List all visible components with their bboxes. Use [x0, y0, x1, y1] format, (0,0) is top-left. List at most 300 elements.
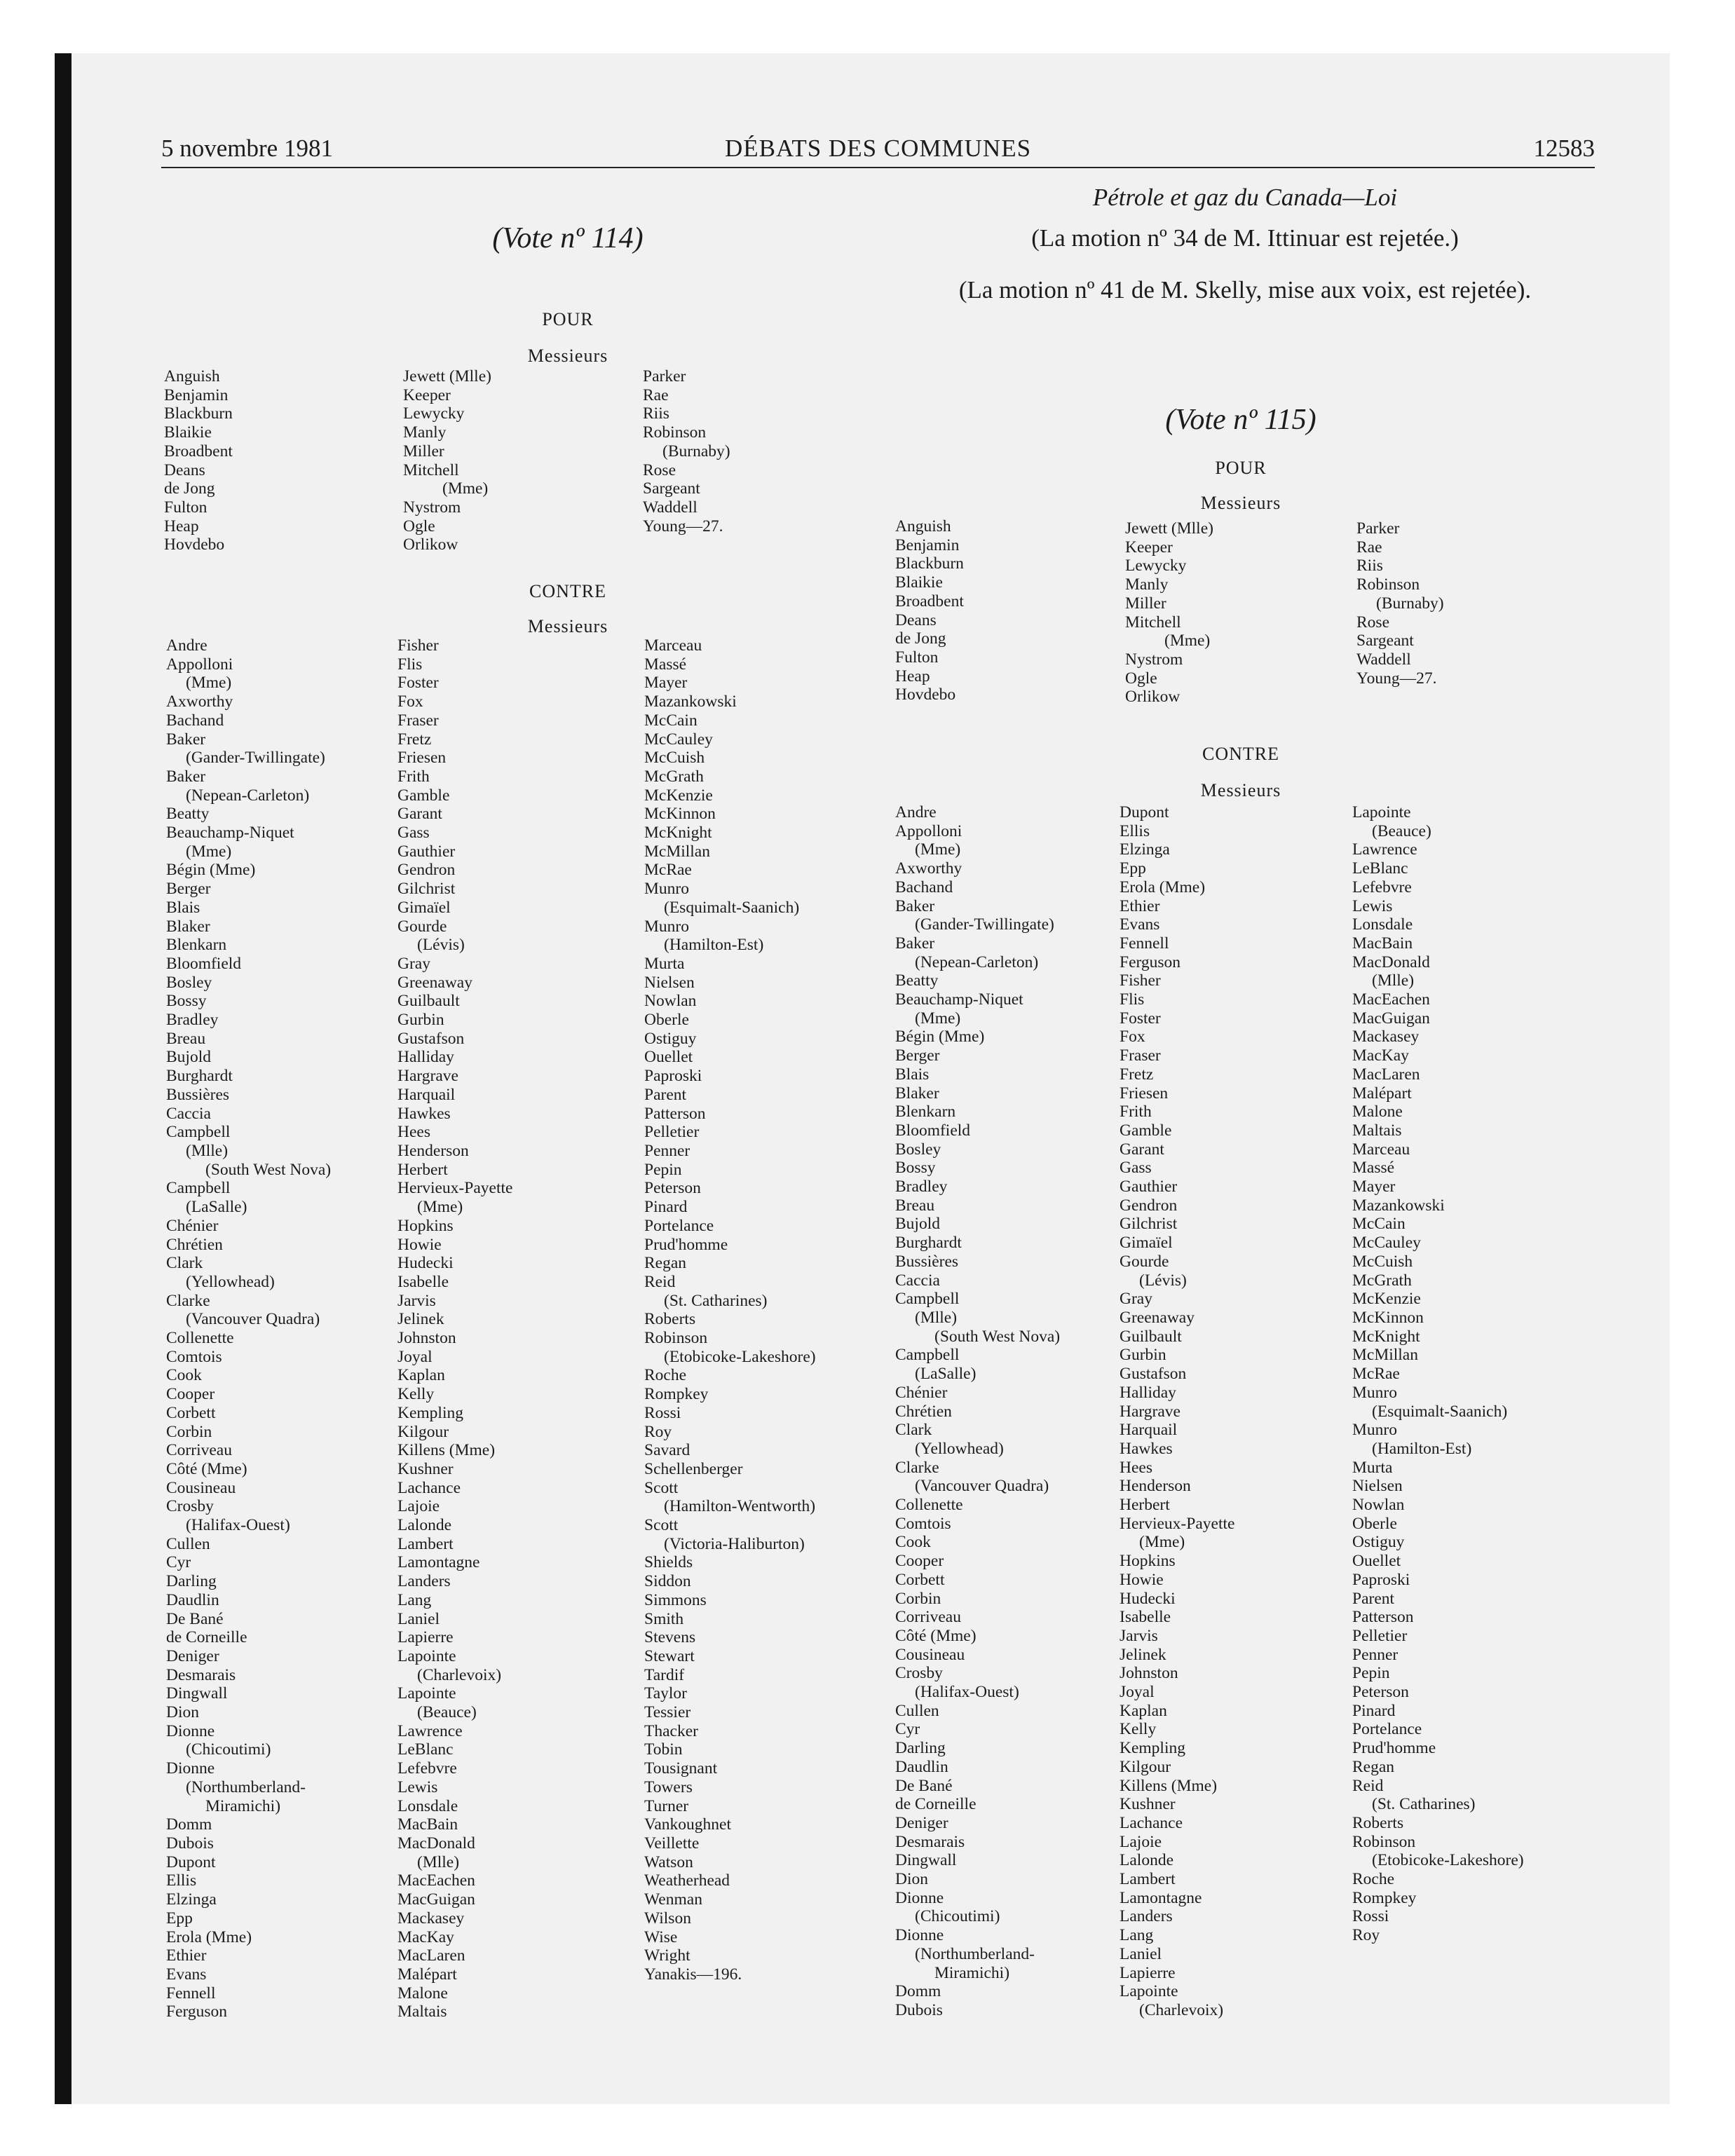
- member-name: Lapointe: [1352, 803, 1411, 821]
- member-name: Joyal: [397, 1347, 433, 1366]
- member-name: Foster: [1120, 1009, 1161, 1028]
- member-name: Dionne: [166, 1759, 215, 1778]
- member-name: McCain: [644, 711, 698, 730]
- member-name: Clark: [895, 1421, 932, 1440]
- member-name: Miramichi): [934, 1963, 1010, 1982]
- member-name: Stewart: [644, 1646, 695, 1665]
- member-name: Gauthier: [1120, 1178, 1178, 1196]
- header-date: 5 novembre 1981: [161, 135, 333, 162]
- member-name: Hargrave: [397, 1067, 458, 1086]
- member-name: Yanakis—196.: [644, 1965, 742, 1984]
- member-name: Savard: [644, 1441, 690, 1460]
- member-name: Frith: [1120, 1103, 1152, 1121]
- member-name: McCauley: [1352, 1234, 1421, 1253]
- vote-114-pour-label: POUR: [542, 309, 594, 329]
- member-name: (South West Nova): [205, 1160, 332, 1179]
- member-name: Roche: [644, 1366, 687, 1385]
- member-name: Mayer: [644, 674, 688, 692]
- member-name: Elzinga: [166, 1890, 217, 1909]
- member-name: Hawkes: [1120, 1439, 1173, 1458]
- member-name: Deans: [164, 460, 205, 479]
- member-name: Regan: [644, 1254, 687, 1273]
- member-name: Gamble: [397, 786, 450, 805]
- member-name: Berger: [166, 880, 211, 899]
- member-name: Mackasey: [1352, 1028, 1420, 1046]
- member-name: McRae: [1352, 1365, 1400, 1384]
- member-name: Daudlin: [166, 1590, 219, 1609]
- member-name: Munro: [1352, 1383, 1397, 1402]
- member-name: Clark: [166, 1254, 203, 1273]
- member-name: Baker: [166, 730, 206, 749]
- member-name: MacBain: [397, 1815, 458, 1834]
- member-name: Nowlan: [644, 992, 697, 1011]
- member-name: Corriveau: [166, 1441, 232, 1460]
- member-name: Manly: [1125, 575, 1169, 594]
- member-name: (Hamilton-Wentworth): [664, 1497, 816, 1516]
- member-name: Young—27.: [1356, 669, 1437, 688]
- member-name: Collenette: [895, 1496, 963, 1515]
- page-header: [161, 130, 1595, 168]
- vote-114-pour-column-3: [643, 367, 730, 535]
- member-name: McGrath: [644, 767, 704, 786]
- member-name: Cooper: [166, 1385, 215, 1404]
- member-name: Munro: [644, 917, 689, 936]
- member-name: Pepin: [1352, 1664, 1390, 1683]
- member-name: (LaSalle): [186, 1198, 247, 1217]
- member-name: Rae: [643, 386, 669, 404]
- member-name: Cyr: [166, 1553, 191, 1572]
- member-name: Mayer: [1352, 1178, 1396, 1196]
- member-name: McRae: [644, 861, 692, 880]
- member-name: Epp: [166, 1909, 193, 1928]
- member-name: Siddon: [644, 1572, 691, 1591]
- member-name: Bradley: [166, 1011, 219, 1030]
- member-name: Kelly: [1120, 1720, 1157, 1739]
- member-name: Bloomfield: [895, 1121, 971, 1140]
- member-name: (Mme): [186, 842, 232, 861]
- vote-114-contre-label: CONTRE: [529, 581, 606, 601]
- member-name: (Mme): [442, 479, 489, 498]
- member-name: (Yellowhead): [186, 1272, 275, 1291]
- member-name: LeBlanc: [1352, 859, 1408, 878]
- member-name: Blaker: [166, 917, 210, 936]
- member-name: Scott: [644, 1478, 679, 1497]
- vote-114-pour-column-1: [164, 367, 233, 554]
- member-name: Anguish: [164, 367, 220, 386]
- member-name: Lefebvre: [397, 1759, 457, 1778]
- member-name: Gourde: [1120, 1252, 1169, 1271]
- member-name: Lapointe: [397, 1646, 456, 1665]
- member-name: Campbell: [166, 1179, 231, 1198]
- member-name: Blaker: [895, 1084, 939, 1103]
- member-name: Watson: [644, 1853, 693, 1871]
- member-name: Laniel: [397, 1609, 440, 1628]
- member-name: (Esquimalt-Saanich): [1372, 1402, 1508, 1421]
- member-name: Elzinga: [1120, 840, 1170, 859]
- member-name: Waddell: [1356, 650, 1411, 669]
- member-name: Chénier: [166, 1216, 219, 1235]
- member-name: Greenaway: [1120, 1308, 1195, 1327]
- vote-115-pour-column-2: [1125, 519, 1213, 707]
- member-name: Corbett: [895, 1570, 945, 1589]
- member-name: McKenzie: [644, 786, 713, 805]
- member-name: (Lévis): [417, 936, 465, 955]
- vote-114-pour-messieurs: Messieurs: [527, 346, 608, 366]
- member-name: Corbett: [166, 1403, 216, 1422]
- member-name: Fulton: [895, 648, 939, 667]
- vote-115-pour-messieurs: Messieurs: [1200, 493, 1281, 513]
- member-name: Dingwall: [895, 1851, 957, 1870]
- member-name: Regan: [1352, 1757, 1395, 1776]
- member-name: (Beauce): [417, 1703, 477, 1722]
- member-name: Ostiguy: [644, 1029, 697, 1048]
- member-name: MacLaren: [397, 1946, 465, 1965]
- member-name: Gray: [397, 954, 430, 973]
- member-name: (Burnaby): [1376, 594, 1444, 613]
- member-name: Hovdebo: [895, 685, 956, 704]
- member-name: McMillan: [1352, 1346, 1418, 1365]
- member-name: Smith: [644, 1609, 684, 1628]
- member-name: Lamontagne: [1120, 1888, 1202, 1907]
- member-name: Gass: [1120, 1159, 1152, 1178]
- member-name: Robinson: [644, 1329, 708, 1348]
- member-name: Harquail: [397, 1085, 456, 1104]
- member-name: Epp: [1120, 859, 1146, 878]
- member-name: Fennell: [166, 1984, 216, 2003]
- member-name: Pinard: [1352, 1701, 1396, 1720]
- member-name: Kushner: [1120, 1795, 1176, 1814]
- member-name: (Chicoutimi): [915, 1907, 1000, 1926]
- member-name: Gilchrist: [397, 880, 456, 899]
- member-name: Bujold: [166, 1048, 211, 1067]
- member-name: Baker: [895, 896, 935, 915]
- member-name: Domm: [895, 1982, 941, 2001]
- member-name: Deniger: [895, 1813, 948, 1832]
- member-name: Collenette: [166, 1329, 234, 1348]
- member-name: (Mlle): [417, 1853, 460, 1871]
- vote-115-contre-messieurs: Messieurs: [1200, 780, 1281, 800]
- member-name: Garant: [1120, 1140, 1164, 1159]
- member-name: Deans: [895, 610, 937, 629]
- member-name: Ellis: [1120, 821, 1150, 840]
- member-name: (Vancouver Quadra): [186, 1310, 320, 1329]
- member-name: Taylor: [644, 1684, 687, 1703]
- member-name: Desmarais: [166, 1665, 236, 1684]
- member-name: de Corneille: [895, 1795, 977, 1814]
- member-name: Peterson: [1352, 1683, 1409, 1702]
- member-name: Blaikie: [164, 423, 212, 442]
- member-name: Kaplan: [397, 1366, 445, 1385]
- vote-114-contre-column-3: [644, 636, 816, 1984]
- member-name: Gustafson: [397, 1029, 465, 1048]
- member-name: Scott: [644, 1516, 679, 1535]
- member-name: Maltais: [397, 2003, 447, 2021]
- member-name: MacDonald: [397, 1834, 475, 1853]
- member-name: Rose: [1356, 613, 1389, 632]
- member-name: Johnston: [1120, 1664, 1178, 1683]
- motion-34-result: (La motion nº 34 de M. Ittinuar est rejetée.): [1031, 224, 1459, 252]
- member-name: Murta: [1352, 1458, 1393, 1477]
- member-name: Broadbent: [164, 442, 233, 460]
- member-name: Rae: [1356, 538, 1382, 557]
- member-name: Evans: [166, 1965, 207, 1984]
- member-name: Gimaïel: [1120, 1234, 1173, 1253]
- member-name: Tousignant: [644, 1759, 718, 1778]
- member-name: (Yellowhead): [915, 1439, 1004, 1458]
- member-name: Parker: [643, 367, 686, 386]
- member-name: Evans: [1120, 915, 1160, 934]
- member-name: Roy: [1352, 1926, 1380, 1945]
- member-name: (Nepean-Carleton): [915, 953, 1039, 971]
- member-name: Ferguson: [166, 2003, 228, 2021]
- member-name: Sargeant: [643, 479, 700, 498]
- member-name: Berger: [895, 1046, 940, 1065]
- member-name: Hudecki: [397, 1254, 454, 1273]
- member-name: Fretz: [1120, 1065, 1154, 1084]
- member-name: Lapointe: [397, 1684, 456, 1703]
- member-name: McKinnon: [1352, 1308, 1424, 1327]
- member-name: (Gander-Twillingate): [915, 915, 1054, 934]
- member-name: Beatty: [166, 805, 210, 824]
- member-name: Penner: [644, 1141, 690, 1160]
- member-name: Halliday: [1120, 1383, 1176, 1402]
- member-name: Côté (Mme): [895, 1626, 977, 1645]
- member-name: Young—27.: [643, 517, 723, 535]
- member-name: Fisher: [397, 636, 439, 655]
- member-name: Blenkarn: [166, 936, 227, 955]
- member-name: Ouellet: [644, 1048, 693, 1067]
- member-name: Bachand: [166, 711, 224, 730]
- member-name: Axworthy: [895, 859, 962, 878]
- member-name: Beauchamp-Niquet: [166, 824, 294, 842]
- member-name: Schellenberger: [644, 1459, 743, 1478]
- member-name: Nystrom: [1125, 650, 1183, 669]
- member-name: Stevens: [644, 1628, 696, 1647]
- member-name: MacDonald: [1352, 953, 1430, 971]
- member-name: Kelly: [397, 1385, 435, 1404]
- member-name: Lawrence: [1352, 840, 1417, 859]
- member-name: Beatty: [895, 971, 939, 990]
- member-name: MacKay: [1352, 1046, 1409, 1065]
- member-name: Turner: [644, 1796, 689, 1815]
- member-name: Mazankowski: [1352, 1196, 1445, 1215]
- member-name: Lang: [1120, 1926, 1154, 1945]
- member-name: Harquail: [1120, 1421, 1178, 1440]
- member-name: Heap: [895, 667, 930, 685]
- vote-115-contre-column-1: [895, 803, 1060, 2020]
- member-name: Marceau: [1352, 1140, 1410, 1159]
- member-name: Appolloni: [895, 821, 962, 840]
- member-name: Benjamin: [895, 535, 960, 554]
- member-name: De Bané: [166, 1609, 224, 1628]
- member-name: Bégin (Mme): [895, 1028, 985, 1046]
- member-name: Campbell: [895, 1290, 960, 1309]
- motion-41-result: (La motion nº 41 de M. Skelly, mise aux voix, est rejetée).: [958, 276, 1532, 303]
- member-name: Cullen: [166, 1534, 210, 1553]
- member-name: Lalonde: [1120, 1851, 1173, 1870]
- member-name: (Charlevoix): [1139, 2001, 1224, 2019]
- member-name: Massé: [644, 655, 687, 674]
- member-name: Friesen: [397, 749, 447, 767]
- member-name: Lambert: [397, 1534, 454, 1553]
- member-name: Wilson: [644, 1909, 691, 1928]
- member-name: Caccia: [166, 1104, 211, 1123]
- member-name: MacEachen: [397, 1871, 475, 1890]
- member-name: Isabelle: [397, 1272, 449, 1291]
- member-name: Gurbin: [1120, 1346, 1166, 1365]
- member-name: (Hamilton-Est): [1372, 1439, 1472, 1458]
- member-name: Comtois: [895, 1514, 951, 1533]
- member-name: (Etobicoke-Lakeshore): [1372, 1851, 1524, 1870]
- member-name: Herbert: [1120, 1496, 1170, 1515]
- member-name: (Etobicoke-Lakeshore): [664, 1347, 816, 1366]
- member-name: Lonsdale: [397, 1796, 458, 1815]
- member-name: (Burnaby): [662, 442, 730, 460]
- member-name: Ellis: [166, 1871, 197, 1890]
- member-name: McMillan: [644, 842, 710, 861]
- vote-115-contre-column-2: [1120, 803, 1234, 2020]
- member-name: Tobin: [644, 1740, 683, 1759]
- member-name: Henderson: [1120, 1477, 1191, 1496]
- member-name: McKnight: [644, 824, 712, 842]
- member-name: Peterson: [644, 1179, 701, 1198]
- member-name: Portelance: [644, 1216, 714, 1235]
- member-name: Guilbault: [1120, 1327, 1182, 1346]
- member-name: Andre: [895, 803, 937, 821]
- header-title: DÉBATS DES COMMUNES: [724, 135, 1032, 162]
- member-name: Hervieux-Payette: [1120, 1514, 1235, 1533]
- member-name: (Beauce): [1372, 821, 1431, 840]
- member-name: Flis: [1120, 990, 1145, 1009]
- member-name: Roberts: [1352, 1813, 1404, 1832]
- member-name: Reid: [1352, 1776, 1384, 1795]
- member-name: (Halifax-Ouest): [915, 1683, 1019, 1702]
- member-name: Nystrom: [403, 498, 461, 517]
- member-name: Dion: [166, 1703, 199, 1722]
- member-name: Nielsen: [1352, 1477, 1403, 1496]
- member-name: Lajoie: [397, 1497, 440, 1516]
- member-name: Towers: [644, 1778, 693, 1796]
- member-name: Sargeant: [1356, 632, 1414, 650]
- member-name: Thacker: [644, 1721, 698, 1740]
- member-name: Benjamin: [164, 386, 229, 404]
- member-name: Lang: [397, 1590, 432, 1609]
- member-name: Malone: [1352, 1103, 1403, 1121]
- member-name: Hopkins: [397, 1216, 454, 1235]
- member-name: Hovdebo: [164, 535, 225, 554]
- member-name: Corbin: [895, 1589, 941, 1608]
- member-name: (St. Catharines): [1372, 1795, 1476, 1814]
- member-name: Corbin: [166, 1422, 212, 1441]
- member-name: Appolloni: [166, 655, 233, 674]
- member-name: Roche: [1352, 1870, 1395, 1889]
- member-name: Fulton: [164, 498, 207, 517]
- member-name: Flis: [397, 655, 423, 674]
- member-name: Guilbault: [397, 992, 460, 1011]
- member-name: Bégin (Mme): [166, 861, 256, 880]
- member-name: (Mme): [915, 840, 961, 859]
- vote-115-contre-label: CONTRE: [1202, 744, 1279, 764]
- member-name: Fraser: [397, 711, 439, 730]
- member-name: Cousineau: [895, 1645, 965, 1664]
- member-name: Bussières: [895, 1252, 959, 1271]
- member-name: (Vancouver Quadra): [915, 1477, 1049, 1496]
- member-name: Waddell: [643, 498, 698, 517]
- member-name: Miramichi): [205, 1796, 281, 1815]
- member-name: Crosby: [166, 1497, 214, 1516]
- member-name: Bosley: [895, 1140, 941, 1159]
- member-name: Dionne: [166, 1721, 215, 1740]
- member-name: Dupont: [166, 1853, 216, 1871]
- member-name: Joyal: [1120, 1683, 1155, 1702]
- vote-115-pour-column-1: [895, 517, 964, 704]
- member-name: Hopkins: [1120, 1552, 1176, 1571]
- member-name: Jewett (Mlle): [403, 367, 491, 386]
- member-name: McCain: [1352, 1215, 1406, 1234]
- member-name: De Bané: [895, 1776, 953, 1795]
- member-name: Gustafson: [1120, 1365, 1187, 1384]
- member-name: Cooper: [895, 1552, 944, 1571]
- member-name: Henderson: [397, 1141, 469, 1160]
- member-name: (Mme): [1164, 632, 1211, 650]
- member-name: Dubois: [166, 1834, 214, 1853]
- member-name: Fraser: [1120, 1046, 1161, 1065]
- member-name: Chrétien: [166, 1235, 223, 1254]
- member-name: Ostiguy: [1352, 1533, 1405, 1552]
- member-name: McCauley: [644, 730, 713, 749]
- member-name: Lapierre: [397, 1628, 454, 1647]
- member-name: MacGuigan: [397, 1890, 475, 1909]
- member-name: Landers: [1120, 1907, 1173, 1926]
- member-name: Riis: [643, 404, 669, 423]
- member-name: Blenkarn: [895, 1103, 956, 1121]
- member-name: Jelinek: [397, 1310, 444, 1329]
- member-name: Kilgour: [1120, 1757, 1171, 1776]
- member-name: Kempling: [397, 1403, 463, 1422]
- member-name: Deniger: [166, 1646, 219, 1665]
- member-name: Pelletier: [644, 1123, 700, 1142]
- member-name: MacEachen: [1352, 990, 1430, 1009]
- member-name: Orlikow: [1125, 688, 1181, 707]
- member-name: Robinson: [643, 423, 707, 442]
- member-name: Mitchell: [403, 460, 459, 479]
- scan-edge: [55, 53, 72, 2104]
- member-name: Rossi: [644, 1403, 681, 1422]
- member-name: de Corneille: [166, 1628, 247, 1647]
- member-name: Ethier: [166, 1946, 207, 1965]
- member-name: Clarke: [895, 1458, 939, 1477]
- member-name: Isabelle: [1120, 1608, 1171, 1627]
- member-name: McCuish: [1352, 1252, 1413, 1271]
- member-name: Hees: [1120, 1458, 1152, 1477]
- member-name: McKenzie: [1352, 1290, 1421, 1309]
- member-name: Dionne: [895, 1926, 944, 1945]
- member-name: Jewett (Mlle): [1125, 519, 1213, 538]
- running-title: Pétrole et gaz du Canada—Loi: [1092, 184, 1398, 211]
- member-name: Killens (Mme): [397, 1441, 496, 1460]
- member-name: Darling: [166, 1572, 217, 1591]
- member-name: Prud'homme: [1352, 1739, 1436, 1758]
- member-name: Lachance: [1120, 1813, 1183, 1832]
- member-name: Rompkey: [1352, 1888, 1417, 1907]
- member-name: Lewis: [1352, 896, 1393, 915]
- member-name: Lamontagne: [397, 1553, 480, 1572]
- member-name: Ogle: [403, 517, 435, 535]
- member-name: Lewis: [397, 1778, 438, 1796]
- member-name: Garant: [397, 805, 442, 824]
- member-name: Fox: [1120, 1028, 1145, 1046]
- member-name: Anguish: [895, 517, 951, 535]
